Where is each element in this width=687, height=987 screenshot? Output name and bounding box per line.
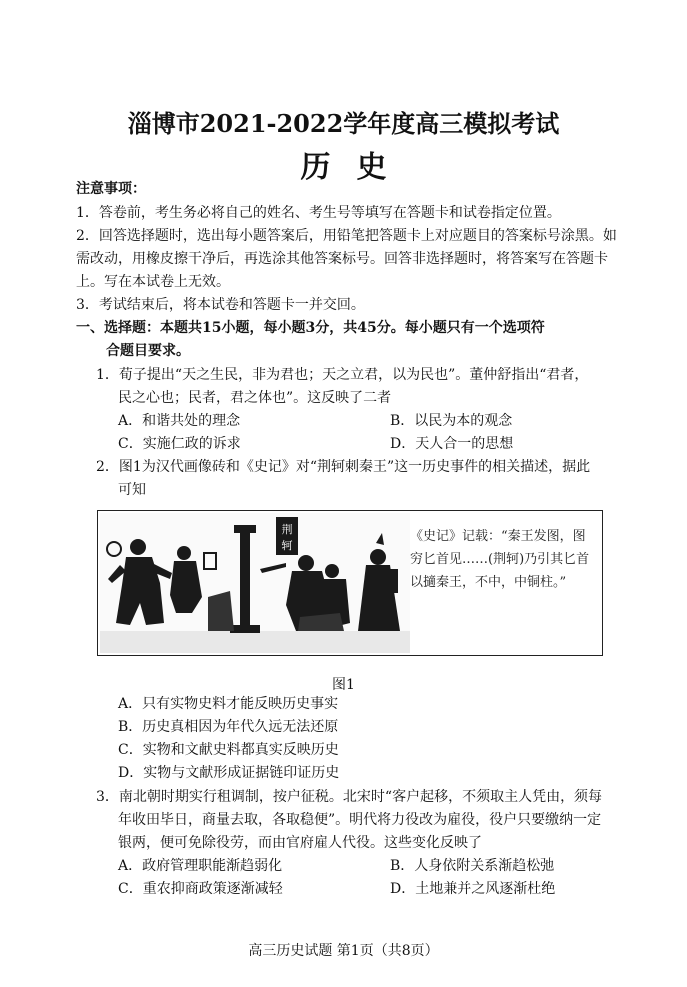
q2-option-b: B．历史真相因为年代久远无法还原 bbox=[118, 719, 339, 735]
stone-relief-image bbox=[100, 513, 410, 653]
section-heading: 一、选择题：本题共15小题，每小题3分，共45分。每小题只有一个选项符 bbox=[76, 320, 545, 336]
q3-stem-line2: 年收田毕日，商量去取，各取稳便”。明代将力役改为雇役，役户只要缴纳一定 bbox=[118, 812, 602, 828]
q2-option-d: D．实物与文献形成证据链印证历史 bbox=[118, 765, 340, 781]
relief-label-jing: 荆 bbox=[281, 523, 293, 536]
notice-heading: 注意事项： bbox=[76, 181, 146, 197]
q1-option-b: B．以民为本的观念 bbox=[390, 413, 513, 429]
q3-option-c: C．重农抑商政策逐渐减轻 bbox=[118, 881, 283, 897]
stone-relief-illustration bbox=[100, 513, 410, 653]
q1-option-a: A．和谐共处的理念 bbox=[118, 413, 241, 429]
figure-caption: 图1 bbox=[332, 677, 355, 693]
page-footer: 高三历史试题 第1页（共8页） bbox=[248, 943, 439, 959]
exam-title: 淄博市2021-2022学年度高三模拟考试 bbox=[127, 109, 560, 138]
q3-option-b: B．人身依附关系渐趋松弛 bbox=[390, 858, 555, 874]
q1-option-c: C．实施仁政的诉求 bbox=[118, 436, 241, 452]
section-heading-cont: 合题目要求。 bbox=[106, 343, 190, 359]
shiji-quote: 《史记》记载：“秦王发图，图穷匕首见……(荆轲)乃引其匕首以擿秦王，不中，中铜柱。” bbox=[410, 529, 590, 590]
notice-item-2-end: 上。写在本试卷上无效。 bbox=[76, 274, 230, 290]
q2-stem-line2: 可知 bbox=[118, 482, 146, 498]
subject-title: 历史 bbox=[300, 150, 413, 185]
q2-stem-line1: 2．图1为汉代画像砖和《史记》对“荆轲刺秦王”这一历史事件的相关描述，据此 bbox=[96, 459, 591, 475]
q1-stem-line2: 民之心也；民者，君之体也”。这反映了二者 bbox=[118, 390, 392, 406]
q3-option-a: A．政府管理职能渐趋弱化 bbox=[118, 858, 283, 874]
notice-item-2-cont: 需改动，用橡皮擦干净后，再选涂其他答案标号。回答非选择题时，将答案写在答题卡 bbox=[76, 251, 608, 267]
q3-stem-line1: 3．南北朝时期实行租调制，按户征税。北宋时“客户起移，不须取主人凭由，须每 bbox=[96, 789, 603, 805]
notice-item-1: 1．答卷前，考生务必将自己的姓名、考生号等填写在答题卡和试卷指定位置。 bbox=[76, 205, 561, 221]
q3-option-d: D．土地兼并之风逐渐杜绝 bbox=[390, 881, 556, 897]
notice-item-3: 3．考试结束后，将本试卷和答题卡一并交回。 bbox=[76, 297, 365, 313]
figure-1-box bbox=[97, 510, 603, 656]
notice-item-2: 2．回答选择题时，选出每小题答案后，用铅笔把答题卡上对应题目的答案标号涂黑。如 bbox=[76, 228, 617, 244]
relief-label-ke: 轲 bbox=[281, 539, 293, 552]
q1-stem-line1: 1．荀子提出“天之生民，非为君也；天之立君，以为民也”。董仲舒指出“君者， bbox=[96, 367, 589, 383]
q3-stem-line3: 银两，便可免除役劳，而由官府雇人代役。这些变化反映了 bbox=[118, 835, 482, 851]
q2-option-a: A．只有实物史料才能反映历史事实 bbox=[118, 696, 339, 712]
q2-option-c: C．实物和文献史料都真实反映历史 bbox=[118, 742, 339, 758]
q1-option-d: D．天人合一的思想 bbox=[390, 436, 514, 452]
